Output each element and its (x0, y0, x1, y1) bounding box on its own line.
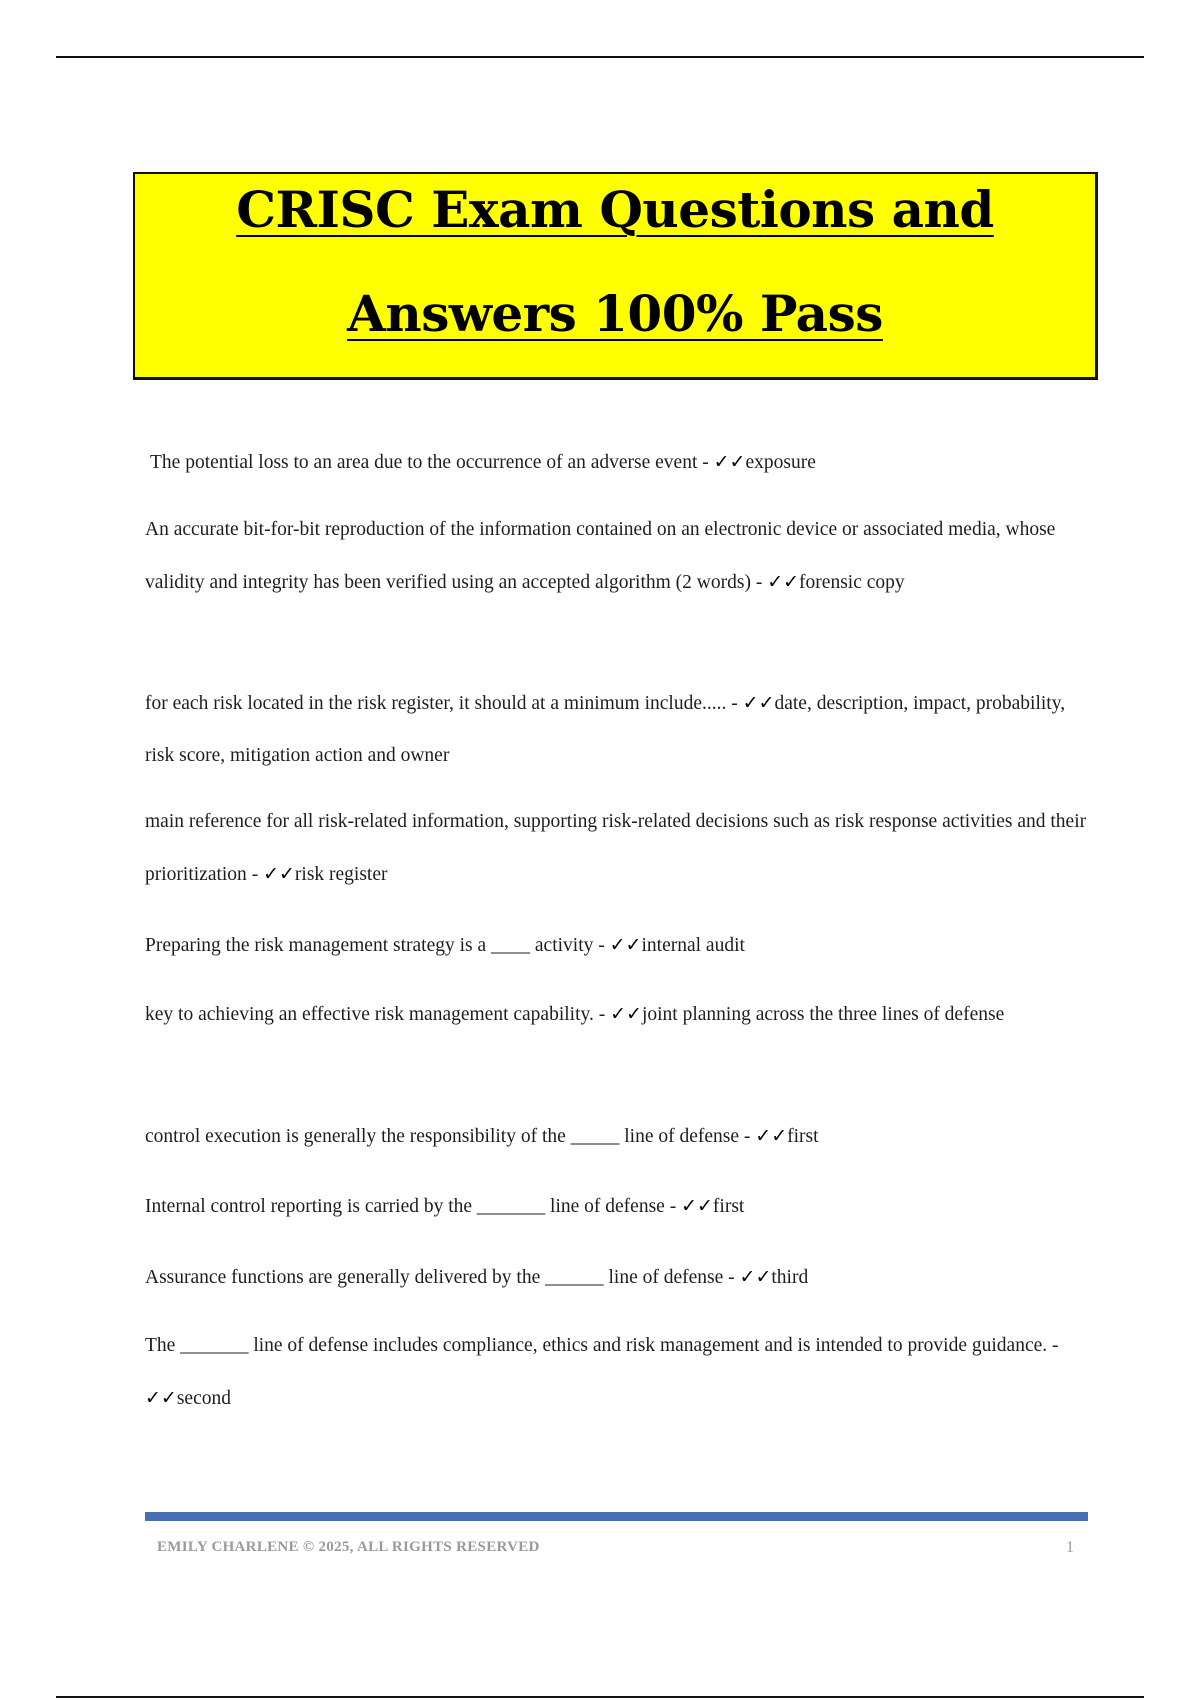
top-rule (56, 56, 1144, 58)
answer-text: internal audit (641, 935, 745, 956)
qa-item-8: Internal control reporting is carried by the _______ line of defense - ✓✓first (145, 1195, 745, 1217)
double-check-icon: ✓✓ (610, 1003, 642, 1025)
answer-text: date, description, impact, probability, risk score, mitigation action and owner (145, 693, 1066, 766)
double-check-icon: ✓✓ (145, 1387, 177, 1409)
double-check-icon: ✓✓ (755, 1125, 788, 1147)
double-check-icon: ✓✓ (739, 1266, 772, 1288)
qa-item-3: for each risk located in the risk register, it should at a minimum include..... - ✓✓date, description, impact, probability, risk score, mitigation action and owner (145, 692, 1066, 766)
qa-item-6: key to achieving an effective risk management capability. - ✓✓joint planning across the three lines of defense (145, 1003, 1005, 1025)
question-text: Assurance functions are generally delivered by the ______ line of defense (145, 1267, 724, 1288)
double-check-icon: ✓✓ (767, 571, 800, 593)
double-check-icon: ✓✓ (609, 934, 642, 956)
footer-bar (145, 1512, 1088, 1521)
title-banner (133, 172, 1098, 380)
footer-copyright: EMILY CHARLENE © 2025, ALL RIGHTS RESERVED (157, 1539, 540, 1555)
answer-text: first (712, 1196, 745, 1217)
question-text: key to achieving an effective risk management capability. (145, 1004, 594, 1025)
title-line-1: CRISC Exam Questions and (236, 180, 994, 239)
question-text: Internal control reporting is carried by the _______ line of defense (145, 1196, 665, 1217)
answer-text: joint planning across the three lines of defense (641, 1004, 1005, 1025)
title-line-2: Answers 100% Pass (347, 284, 883, 343)
qa-item-5: Preparing the risk management strategy is a ____ activity - ✓✓internal audit (145, 934, 745, 956)
answer-text: first (787, 1126, 819, 1147)
bottom-rule (56, 1696, 1144, 1698)
question-text: The potential loss to an area due to the occurrence of an adverse event (150, 452, 698, 473)
page-number: 1 (1066, 1539, 1074, 1556)
question-text: Preparing the risk management strategy is a ____ activity (145, 935, 594, 956)
answer-text: forensic copy (799, 572, 905, 593)
question-text: main reference for all risk-related information, supporting risk-related decisions such as risk response activities and their prioritization (145, 811, 1087, 885)
qa-item-1: The potential loss to an area due to the occurrence of an adverse event - ✓✓exposure (150, 451, 816, 473)
qa-item-10: The _______ line of defense includes compliance, ethics and risk management and is intended to provide guidance. - ✓✓second (145, 1335, 1059, 1409)
qa-item-9: Assurance functions are generally delivered by the ______ line of defense - ✓✓third (145, 1266, 809, 1288)
answer-text: third (771, 1267, 809, 1288)
qa-item-2: An accurate bit-for-bit reproduction of the information contained on an electronic device or associated media, whose validity and integrity has been verified using an accepted algorithm (2 words) - ✓✓forensic copy (145, 519, 1056, 593)
question-text: The _______ line of defense includes compliance, ethics and risk management and is intended to provide guidance. (145, 1335, 1048, 1356)
question-text: An accurate bit-for-bit reproduction of the information contained on an electronic device or associated media, whose validity and integrity has been verified using an accepted algorithm (2 words) (145, 519, 1056, 593)
answer-text: risk register (294, 864, 388, 885)
answer-text: exposure (745, 452, 816, 473)
double-check-icon: ✓✓ (681, 1195, 713, 1217)
answer-text: second (176, 1388, 231, 1409)
qa-item-4: main reference for all risk-related information, supporting risk-related decisions such as risk response activities and their prioritization - ✓✓risk register (145, 811, 1087, 885)
double-check-icon: ✓✓ (713, 451, 746, 473)
question-text: for each risk located in the risk register, it should at a minimum include..... (145, 693, 727, 714)
qa-item-7: control execution is generally the responsibility of the _____ line of defense - ✓✓first (145, 1125, 819, 1147)
double-check-icon: ✓✓ (742, 692, 775, 714)
double-check-icon: ✓✓ (263, 863, 295, 885)
question-text: control execution is generally the responsibility of the _____ line of defense (145, 1126, 740, 1147)
